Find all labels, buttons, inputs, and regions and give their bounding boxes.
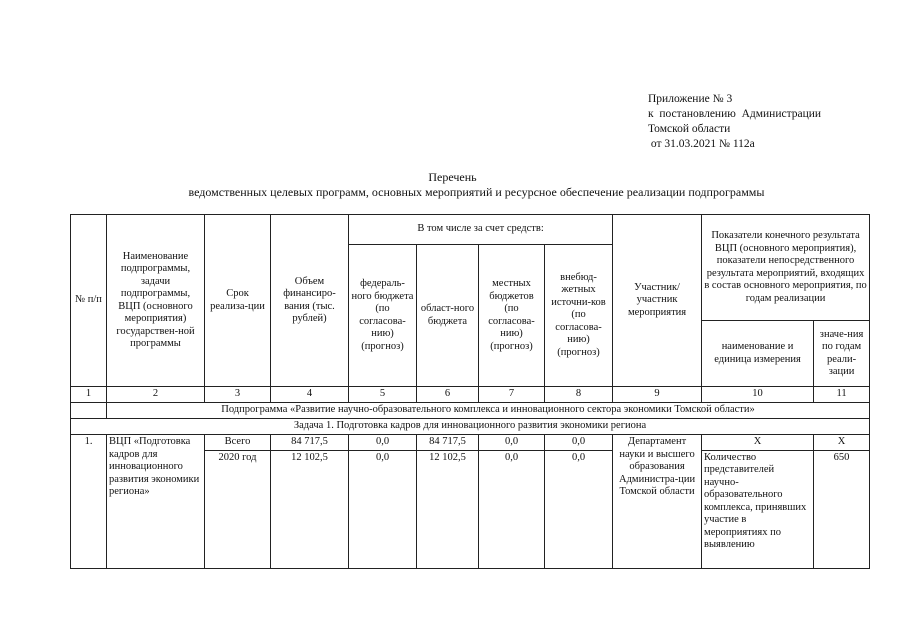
appendix-line-1: Приложение № 3 [648, 93, 733, 105]
federal-total: 0,0 [349, 435, 417, 451]
column-number: 8 [545, 387, 613, 403]
header-including: В том числе за счет средств: [349, 215, 613, 245]
appendix-note [648, 92, 821, 152]
row-number: 1. [71, 435, 107, 569]
volume-total: 84 717,5 [271, 435, 349, 451]
indicator-value-total: Х [814, 435, 870, 451]
document-title [0, 170, 905, 200]
title-line-1: Перечень [428, 170, 477, 184]
appendix-line-2: к постановлению Администрации [648, 108, 822, 120]
column-number: 7 [479, 387, 545, 403]
header-indicator-name: наименование и единица измерения [702, 321, 814, 387]
local-year: 0,0 [479, 450, 545, 568]
header-name: Наименование подпрограммы, задачи подпрограммы, ВЦП (основного мероприятия) государствен-ной программы [107, 215, 205, 387]
title-line-2: ведомственных целевых программ, основных мероприятий и ресурсное обеспечение реализации подпрограммы [188, 185, 765, 199]
program-name: ВЦП «Подготовка кадров для инновационного развития экономики региона» [107, 435, 205, 569]
appendix-line-4: от 31.03.2021 № 112а [648, 138, 755, 150]
column-number: 6 [417, 387, 479, 403]
column-number: 11 [814, 387, 870, 403]
header-participant: Участник/ участник мероприятия [613, 215, 702, 387]
column-number: 1 [71, 387, 107, 403]
subprogram-row [71, 403, 870, 419]
regional-total: 84 717,5 [417, 435, 479, 451]
row-num-empty [71, 403, 107, 419]
header-federal: федераль-ного бюджета (по согласова-нию) (прогноз) [349, 245, 417, 387]
term-total: Всего [205, 435, 271, 451]
participant: Департамент науки и высшего образования Администра-ции Томской области [613, 435, 702, 569]
header-local: местных бюджетов (по согласова-нию) (прогноз) [479, 245, 545, 387]
federal-year: 0,0 [349, 450, 417, 568]
column-number: 10 [702, 387, 814, 403]
volume-year: 12 102,5 [271, 450, 349, 568]
column-number: 4 [271, 387, 349, 403]
indicator-name-total: Х [702, 435, 814, 451]
header-regional: област-ного бюджета [417, 245, 479, 387]
task-title: Задача 1. Подготовка кадров для инновационного развития экономики региона [71, 419, 870, 435]
header-extra: внебюд-жетных источни-ков (по согласова-нию) (прогноз) [545, 245, 613, 387]
column-number: 5 [349, 387, 417, 403]
indicator-value-year: 650 [814, 450, 870, 568]
extra-total: 0,0 [545, 435, 613, 451]
column-number: 9 [613, 387, 702, 403]
header-volume: Объем финансиро-вания (тыс. рублей) [271, 215, 349, 387]
header-num: № п/п [71, 215, 107, 387]
table-row [71, 435, 870, 451]
appendix-line-3: Томской области [648, 123, 731, 135]
subprogram-title: Подпрограмма «Развитие научно-образовательного комплекса и инновационного сектора экономики Томской области» [107, 403, 870, 419]
indicator-name-year: Количество представителей научно-образовательного комплекса, принявших участие в мероприятиях по выявлению [702, 450, 814, 568]
extra-year: 0,0 [545, 450, 613, 568]
header-term: Срок реализа-ции [205, 215, 271, 387]
task-row [71, 419, 870, 435]
header-indicator-value: значе-ния по годам реали-зации [814, 321, 870, 387]
term-year: 2020 год [205, 450, 271, 568]
program-table [70, 214, 870, 569]
column-number: 2 [107, 387, 205, 403]
column-number: 3 [205, 387, 271, 403]
local-total: 0,0 [479, 435, 545, 451]
header-indicators: Показатели конечного результата ВЦП (основного мероприятия), показатели непосредственного результата мероприятий, входящих в состав основного мероприятия, по годам реализации [702, 215, 870, 321]
regional-year: 12 102,5 [417, 450, 479, 568]
column-number-row [71, 387, 870, 403]
